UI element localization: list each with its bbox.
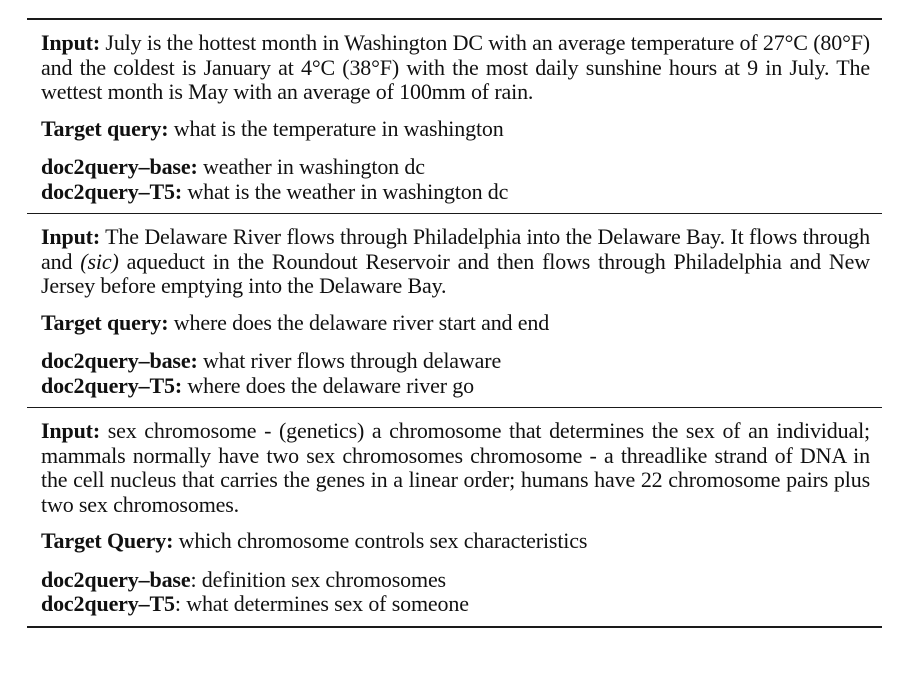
example-3-doc2query-t5 [41,592,870,617]
example-1-target-query [41,117,870,142]
target-query-text: which chromosome controls sex characteristics [178,528,588,553]
example-row-3 [27,408,882,626]
doc2query-base-label: doc2query–base [41,566,191,592]
input-text: July is the hottest month in Washington DC with an average temperature of 27°C (80°F) and the coldest is January at 4°C (38°F) with the most daily sunshine hours at 9 in July. The wettest month is May with an average of 100mm of rain. [41,30,870,104]
example-2-doc2query-base [41,349,870,374]
input-text-part2: aqueduct in the Roundout Reservoir and then flows through Philadelphia and New Jersey before emptying into the Delaware Bay. [41,248,871,298]
example-1-doc2query-base [41,155,870,180]
doc2query-t5-text: what is the weather in washington dc [187,178,509,204]
example-row-2 [27,214,882,407]
table-bottom-rule [27,626,882,628]
input-text-part1: The Delaware River flows through Philadelphia into the Delaware Bay. It flows through and [41,224,871,274]
example-1-doc2query-t5 [41,180,870,205]
example-2-doc2query-t5 [41,374,870,399]
input-label: Input: [41,418,101,443]
doc2query-t5-text: what determines sex of someone [186,591,469,616]
target-query-label: Target query: [41,309,169,335]
target-query-text: where does the delaware river start and end [173,309,550,335]
doc2query-base-text: what river flows through delaware [203,348,502,373]
example-3-target-query [41,529,870,554]
doc2query-t5-label: doc2query–T5 [41,591,175,616]
example-2-target-query [41,311,870,336]
doc2query-t5-label: doc2query–T5: [41,372,183,398]
doc2query-base-text: weather in washington dc [203,154,425,179]
target-query-text: what is the temperature in washington [173,115,504,141]
colon: : [174,591,181,616]
colon: : [190,566,197,592]
doc2query-t5-label: doc2query–T5: [41,178,183,204]
input-text: sex chromosome - (genetics) a chromosome that determines the sex of an individual; mammals normally have two sex chromosomes chromosome - a threadlike strand of DNA in the cell nucleus that carries the genes in a linear order; humans have 22 chromosome pairs plus two sex chromosomes. [41,418,870,517]
doc2query-base-text: definition sex chromosomes [201,566,446,592]
sic-annotation: (sic) [80,248,119,274]
doc2query-base-label: doc2query–base: [41,348,198,373]
example-row-1 [27,20,882,213]
input-label: Input: [41,30,101,55]
example-2-input [41,225,870,299]
example-1-input [41,31,870,105]
examples-table [27,18,882,628]
target-query-label: Target query: [41,115,169,141]
input-label: Input: [41,224,101,249]
target-query-label: Target Query: [41,528,174,553]
doc2query-base-label: doc2query–base: [41,154,198,179]
doc2query-t5-text: where does the delaware river go [187,372,474,398]
example-3-doc2query-base [41,568,870,593]
example-3-input [41,419,870,517]
